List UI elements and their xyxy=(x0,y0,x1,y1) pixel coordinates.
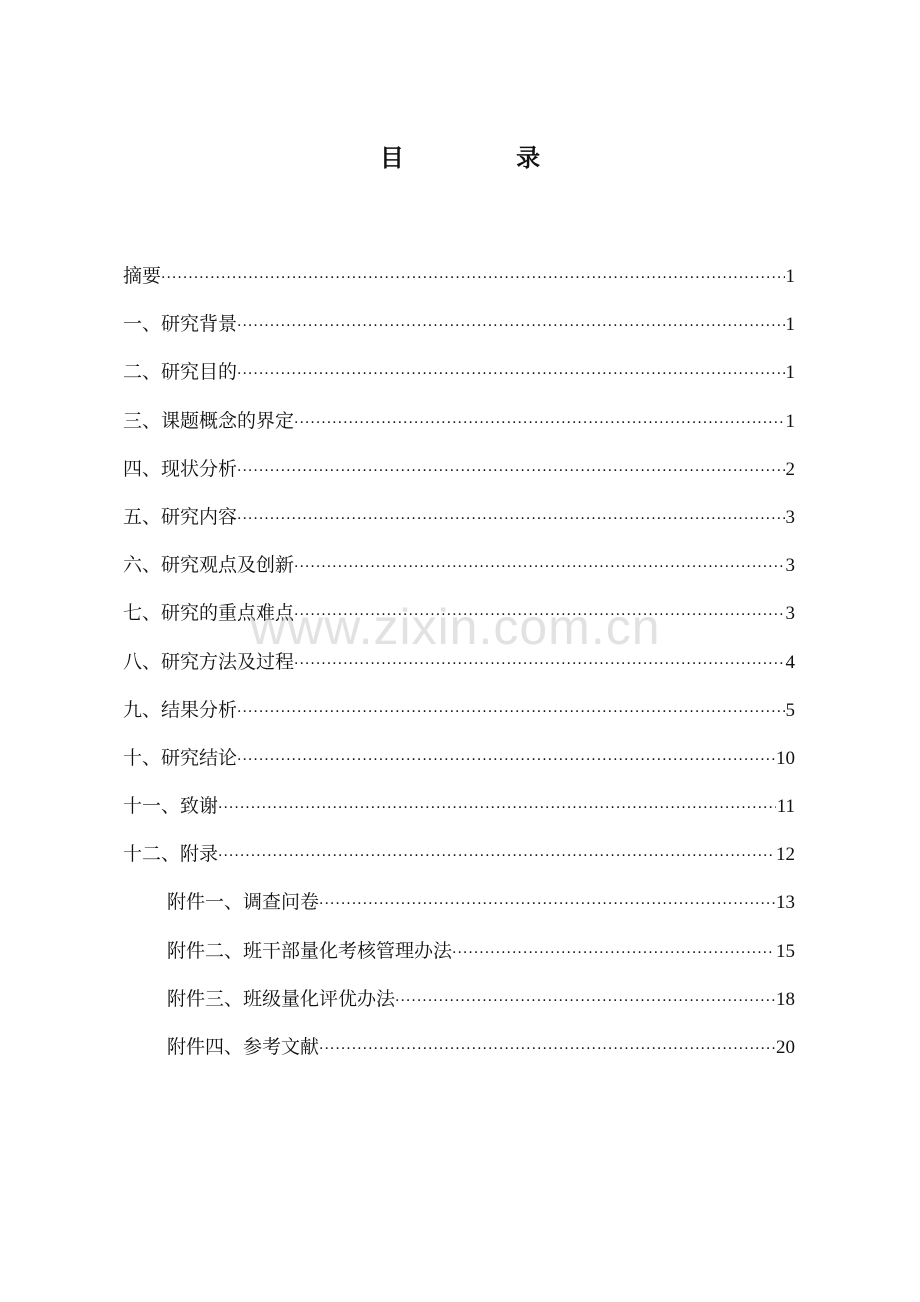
toc-entry[interactable] xyxy=(123,407,795,455)
toc-entry-page: 10 xyxy=(776,747,795,769)
toc-entry-page: 11 xyxy=(776,796,795,818)
toc-entry-page: 1 xyxy=(785,410,795,432)
toc-entry-label: 一、研究背景 xyxy=(123,313,238,336)
toc-entry-label: 五、研究内容 xyxy=(123,505,238,528)
toc-entry-label: 十一、致谢 xyxy=(123,795,219,818)
toc-subentry[interactable] xyxy=(123,1033,795,1081)
toc-entry-page: 1 xyxy=(785,362,795,384)
toc-leader-dots xyxy=(161,262,784,292)
toc-entry-label: 六、研究观点及创新 xyxy=(123,554,295,577)
toc-entry-page: 2 xyxy=(785,458,795,480)
toc-entry-page: 3 xyxy=(785,603,795,625)
toc-entry-page: 3 xyxy=(785,506,795,528)
toc-entry[interactable] xyxy=(123,744,795,792)
toc-entry-page: 20 xyxy=(776,1037,795,1058)
toc-leader-dots xyxy=(237,358,784,388)
toc-subentry[interactable] xyxy=(123,985,795,1033)
toc-entry[interactable] xyxy=(123,792,795,840)
table-of-contents xyxy=(123,262,795,1081)
toc-leader-dots xyxy=(237,744,775,774)
toc-entry-label: 附件二、班干部量化考核管理办法 xyxy=(167,939,453,962)
toc-entry-page: 12 xyxy=(776,844,795,866)
toc-entry-page: 18 xyxy=(776,988,795,1010)
toc-subentry[interactable] xyxy=(123,888,795,936)
toc-entry-label: 八、研究方法及过程 xyxy=(123,650,295,673)
toc-leader-dots xyxy=(218,792,776,822)
toc-leader-dots xyxy=(452,937,775,967)
toc-leader-dots xyxy=(218,840,775,870)
toc-leader-dots xyxy=(294,551,784,581)
toc-entry[interactable] xyxy=(123,696,795,744)
toc-entry[interactable] xyxy=(123,310,795,358)
toc-entry[interactable] xyxy=(123,262,795,310)
watermark-text: www.zixin.com.cn xyxy=(250,599,661,655)
toc-entry-label: 摘要 xyxy=(123,265,162,287)
toc-entry-label: 十、研究结论 xyxy=(123,746,238,769)
toc-entry-label: 二、研究目的 xyxy=(123,361,238,384)
toc-leader-dots xyxy=(319,888,775,918)
toc-entry-page: 13 xyxy=(776,892,795,914)
toc-leader-dots xyxy=(294,648,784,678)
toc-leader-dots xyxy=(237,455,784,485)
toc-entry-page: 5 xyxy=(785,699,795,721)
toc-leader-dots xyxy=(237,696,784,726)
toc-entry-label: 七、研究的重点难点 xyxy=(123,602,295,625)
toc-entry[interactable] xyxy=(123,840,795,888)
toc-entry[interactable] xyxy=(123,503,795,551)
toc-leader-dots xyxy=(294,599,784,629)
toc-entry-label: 三、课题概念的界定 xyxy=(123,409,295,432)
toc-entry-page: 3 xyxy=(785,555,795,577)
toc-entry-label: 十二、附录 xyxy=(123,843,219,866)
toc-entry[interactable] xyxy=(123,599,795,647)
toc-leader-dots xyxy=(237,310,784,340)
toc-leader-dots xyxy=(237,503,784,533)
toc-entry-page: 4 xyxy=(785,651,795,673)
toc-entry[interactable] xyxy=(123,551,795,599)
toc-entry[interactable] xyxy=(123,648,795,696)
toc-entry-label: 四、现状分析 xyxy=(123,457,238,480)
toc-subentry[interactable] xyxy=(123,937,795,985)
toc-entry-page: 1 xyxy=(785,266,795,287)
toc-leader-dots xyxy=(395,985,775,1015)
toc-leader-dots xyxy=(294,407,784,437)
toc-entry-label: 九、结果分析 xyxy=(123,698,238,721)
toc-entry[interactable] xyxy=(123,455,795,503)
toc-entry-label: 附件四、参考文献 xyxy=(167,1036,320,1058)
toc-entry-page: 15 xyxy=(776,940,795,962)
toc-entry-label: 附件一、调查问卷 xyxy=(167,891,320,914)
toc-entry[interactable] xyxy=(123,358,795,406)
toc-entry-page: 1 xyxy=(785,314,795,336)
toc-leader-dots xyxy=(319,1033,775,1063)
page-title: 目 录 xyxy=(379,144,593,172)
toc-entry-label: 附件三、班级量化评优办法 xyxy=(167,987,396,1010)
